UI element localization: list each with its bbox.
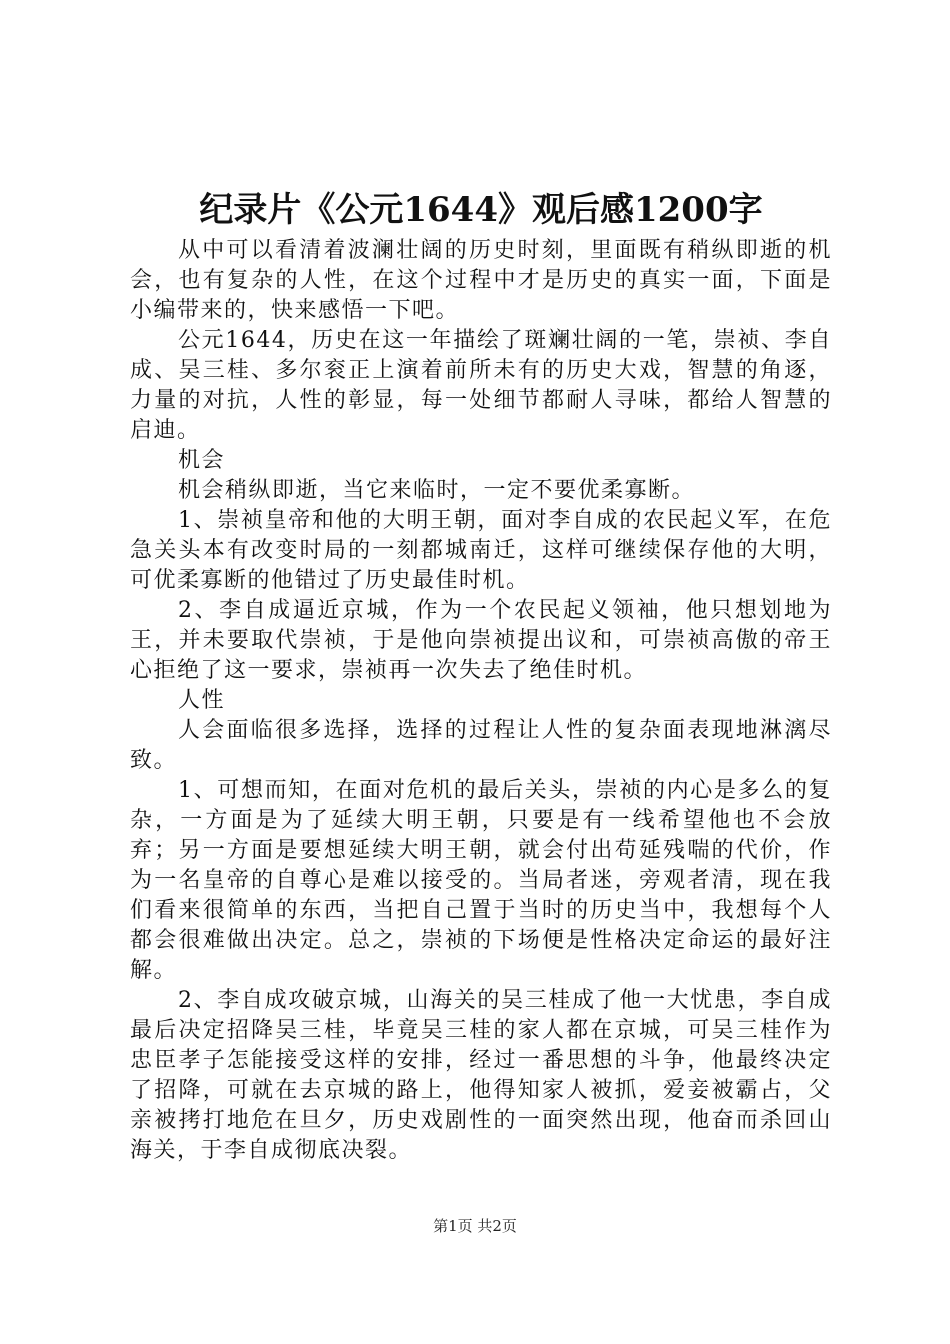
document-page xyxy=(130,0,832,1166)
section-heading-opportunity: 机会 xyxy=(178,448,226,473)
section-heading-human-nature: 人性 xyxy=(178,688,226,713)
paragraph-human-nature-point-2: 2、李自成攻破京城，山海关的吴三桂成了他一大忧患，李自成最后决定招降吴三桂，毕竟吴三桂的家人都在京城，可吴三桂作为忠臣孝子怎能接受这样的安排，经过一番思想的斗争，他最终决定了招降，可就在去京城的路上，他得知家人被抓，爱妾被霸占，父亲被拷打地危在旦夕，历史戏剧性的一面突然出现，他奋而杀回山海关，于李自成彻底决裂。 xyxy=(130,988,832,1163)
paragraph-human-nature-point-1: 1、可想而知，在面对危机的最后关头，崇祯的内心是多么的复杂，一方面是为了延续大明王朝，只要是有一线希望他也不会放弃；另一方面是要想延续大明王朝，就会付出苟延残喘的代价，作为一名皇帝的自尊心是难以接受的。当局者迷，旁观者清，现在我们看来很简单的东西，当把自己置于当时的历史当中，我想每个人都会很难做出决定。总之，崇祯的下场便是性格决定命运的最好注解。 xyxy=(130,778,832,983)
paragraph-overview: 公元1644，历史在这一年描绘了斑斓壮阔的一笔，崇祯、李自成、吴三桂、多尔衮正上演着前所未有的历史大戏，智慧的角逐，力量的对抗，人性的彰显，每一处细节都耐人寻味，都给人智慧的启迪。 xyxy=(130,328,832,443)
paragraph-opportunity-summary: 机会稍纵即逝，当它来临时，一定不要优柔寡断。 xyxy=(178,478,696,503)
page-number-footer: 第1页 共2页 xyxy=(433,1217,517,1235)
document-body xyxy=(130,236,832,1166)
paragraph-human-nature-summary: 人会面临很多选择，选择的过程让人性的复杂面表现地淋漓尽致。 xyxy=(130,718,832,773)
paragraph-opportunity-point-1: 1、崇祯皇帝和他的大明王朝，面对李自成的农民起义军，在危急关头本有改变时局的一刻都城南迁，这样可继续保存他的大明，可优柔寡断的他错过了历史最佳时机。 xyxy=(130,508,832,593)
document-title: 纪录片《公元1644》观后感1200字 xyxy=(199,190,763,230)
paragraph-opportunity-point-2: 2、李自成逼近京城，作为一个农民起义领袖，他只想划地为王，并未要取代崇祯，于是他向崇祯提出议和，可崇祯高傲的帝王心拒绝了这一要求，崇祯再一次失去了绝佳时机。 xyxy=(130,598,832,683)
paragraph-intro: 从中可以看清着波澜壮阔的历史时刻，里面既有稍纵即逝的机会，也有复杂的人性，在这个过程中才是历史的真实一面，下面是小编带来的，快来感悟一下吧。 xyxy=(130,238,832,323)
